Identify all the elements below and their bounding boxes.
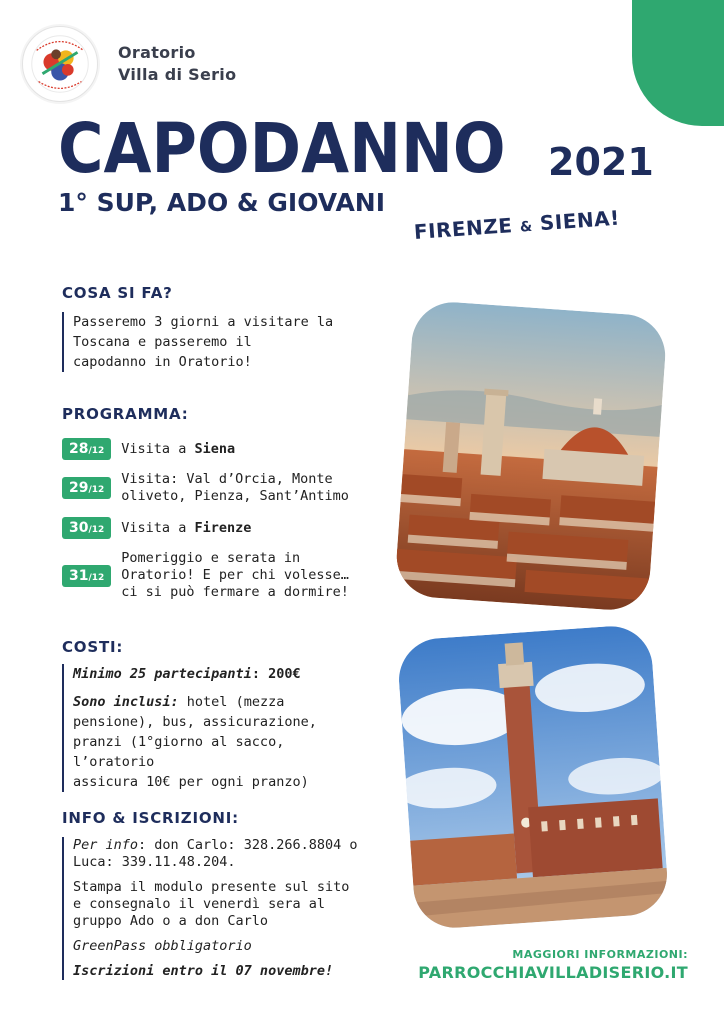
destination-amp: & — [519, 218, 534, 236]
program-text: Visita a Siena — [121, 440, 236, 457]
cosa-si-fa-text — [62, 312, 333, 372]
date-badge: 28/12 — [62, 438, 111, 460]
program-text: Visita: Val d’Orcia, Monte oliveto, Pienza, Sant’Antimo — [121, 471, 349, 504]
corner-decoration — [632, 0, 724, 126]
destination-firenze: FIRENZE — [413, 213, 514, 244]
florence-skyline-image — [394, 300, 668, 613]
costi-text — [62, 664, 362, 792]
more-info — [418, 948, 688, 982]
org-line-1: Oratorio — [118, 43, 196, 62]
oratorio-logo — [22, 26, 98, 102]
org-line-2: Villa di Serio — [118, 65, 237, 84]
program-item — [62, 438, 235, 460]
info-deadline: Iscrizioni entro il 07 novembre! — [73, 963, 334, 979]
info-text — [62, 837, 362, 980]
program-text: Pomeriggio e serata in Oratorio! E per chi volesse… ci si può fermare a dormire! — [121, 550, 349, 600]
costi-heading: COSTI: — [62, 638, 124, 656]
info-heading: INFO & ISCRIZIONI: — [62, 809, 239, 827]
program-item — [62, 550, 349, 601]
cosa-si-fa-heading: COSA SI FA? — [62, 284, 173, 302]
title-subtitle: 1° SUP, ADO & GIOVANI — [58, 188, 386, 217]
costi-inclusi: Sono inclusi: hotel (mezza pensione), bus, assicurazione, pranzi (1°giorno al sacco, l’oratorio assicura 10€ per ogni pranzo) — [73, 694, 317, 790]
destination-siena: SIENA! — [539, 205, 621, 236]
destination-tagline — [413, 206, 620, 244]
program-item — [62, 517, 251, 539]
title-year: 2021 — [548, 140, 654, 184]
siena-tower-image — [396, 623, 670, 930]
program-item — [62, 471, 349, 505]
page-title: CAPODANNO — [58, 108, 506, 189]
more-info-label: MAGGIORI INFORMAZIONI: — [512, 948, 688, 961]
logo-emblem-icon — [23, 27, 97, 101]
florence-photo — [394, 300, 668, 613]
date-badge: 31/12 — [62, 565, 111, 587]
organization-name — [118, 42, 236, 86]
programma-heading: PROGRAMMA: — [62, 405, 189, 423]
info-contacts: Per info: don Carlo: 328.266.8804 o Luca: 339.11.48.204. — [73, 837, 358, 870]
date-badge: 29/12 — [62, 477, 111, 499]
info-stampa: Stampa il modulo presente sul sito e consegnalo il venerdì sera al gruppo Ado o a don Carlo — [73, 879, 350, 929]
info-greenpass: GreenPass obbligatorio — [73, 938, 252, 954]
date-badge: 30/12 — [62, 517, 111, 539]
cosa-line: capodanno in Oratorio! — [73, 354, 252, 370]
cosa-line: Toscana e passeremo il — [73, 334, 252, 350]
costi-minimo: Minimo 25 partecipanti: 200€ — [73, 666, 301, 682]
cosa-line: Passeremo 3 giorni a visitare la — [73, 314, 334, 330]
siena-photo — [396, 623, 670, 930]
program-text: Visita a Firenze — [121, 519, 252, 536]
website-link[interactable]: PARROCCHIAVILLADISERIO.IT — [418, 963, 688, 982]
